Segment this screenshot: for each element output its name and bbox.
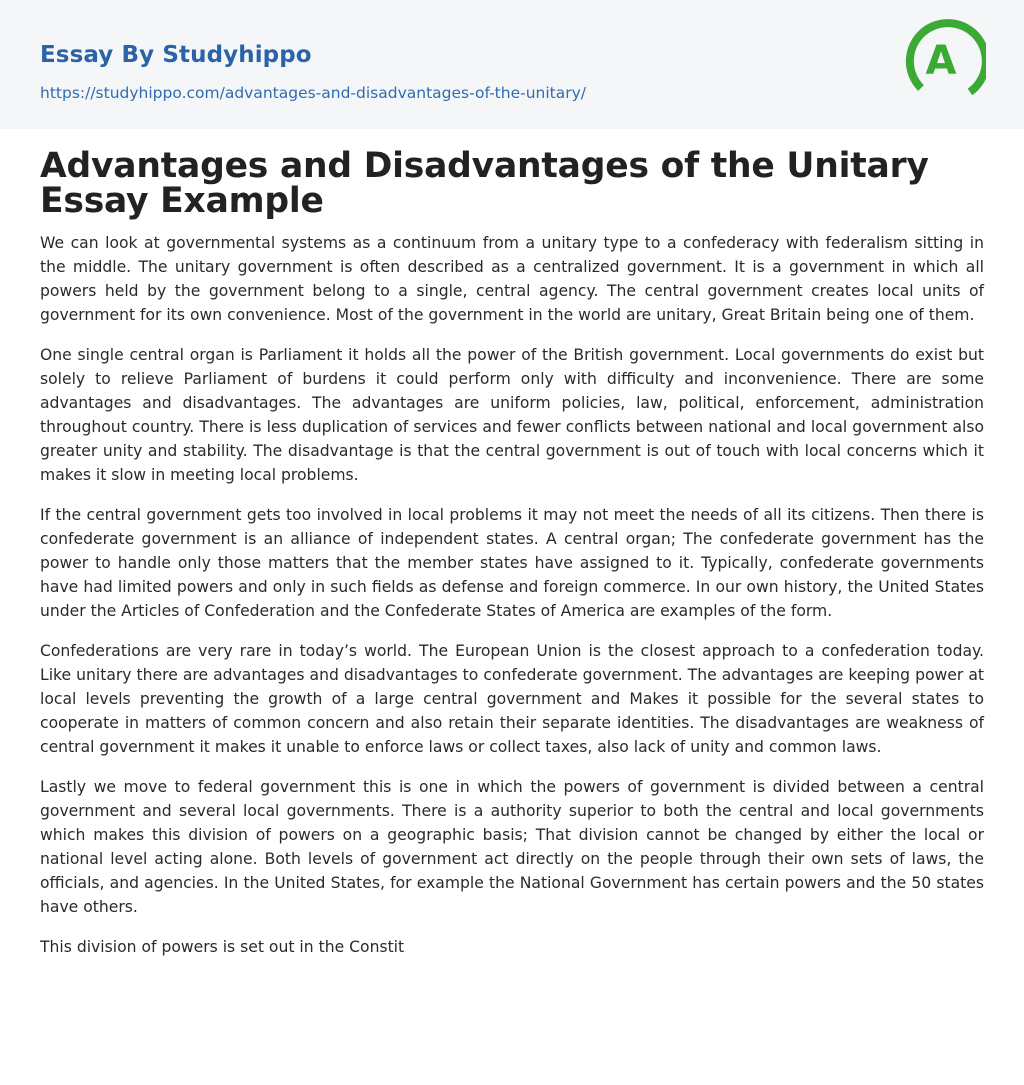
logo-letter: A — [925, 38, 957, 84]
source-url-link[interactable]: https://studyhippo.com/advantages-and-disadvantages-of-the-unitary/ — [40, 84, 586, 102]
brand-title[interactable]: Essay By Studyhippo — [40, 42, 312, 68]
paragraph-truncated: This division of powers is set out in the Constit — [40, 938, 405, 956]
paragraph: We can look at governmental systems as a continuum from a unitary type to a confederacy with federalism sitting in the middle. The unitary government is often described as a centralized government. It is a government in which all powers held by the government belong to a single, central agency. The central government creates local units of government for its own convenience. Most of the government in the world are unitary, Great Britain being one of them. — [40, 234, 984, 324]
paragraph: If the central government gets too involved in local problems it may not meet the needs of all its citizens. Then there is confederate government is an alliance of independent states. A central organ; The confederate government has the power to handle only those matters that the member states have assigned to it. Typically, confederate governments have had limited powers and only in such fields as defense and foreign commerce. In our own history, the United States under the Articles of Confederation and the Confederate States of America are examples of the form. — [40, 506, 984, 620]
page-title: Advantages and Disadvantages of the Unitary Essay Example — [40, 146, 929, 221]
article-body — [0, 129, 1024, 959]
paragraph: Confederations are very rare in today’s world. The European Union is the closest approach to a confederation today. Like unitary there are advantages and disadvantages to confederate government. The advantages are keeping power at local levels preventing the growth of a large central government and Makes it possible for the several states to cooperate in matters of common concern and also retain their separate identities. The disadvantages are weakness of central government it makes it unable to enforce laws or collect taxes, also lack of unity and common laws. — [40, 642, 984, 756]
paragraph: Lastly we move to federal government this is one in which the powers of government is divided between a central government and several local governments. There is a authority superior to both the central and local governments which makes this division of powers on a geographic basis; That division cannot be changed by either the local or national level acting alone. Both levels of government act directly on the people through their own sets of laws, the officials, and agencies. In the United States, for example the National Government has certain powers and the 50 states have others. — [40, 778, 984, 916]
studyhippo-logo-icon[interactable] — [900, 18, 986, 104]
page-header — [0, 0, 1024, 129]
paragraph: One single central organ is Parliament it holds all the power of the British government. Local governments do exist but solely to relieve Parliament of burdens it could perform only with difficulty and inconvenience. There are some advantages and disadvantages. The advantages are uniform policies, law, political, enforcement, administration throughout country. There is less duplication of services and fewer conflicts between national and local government also greater unity and stability. The disadvantage is that the central government is out of touch with local concerns which it makes it slow in meeting local problems. — [40, 346, 984, 484]
